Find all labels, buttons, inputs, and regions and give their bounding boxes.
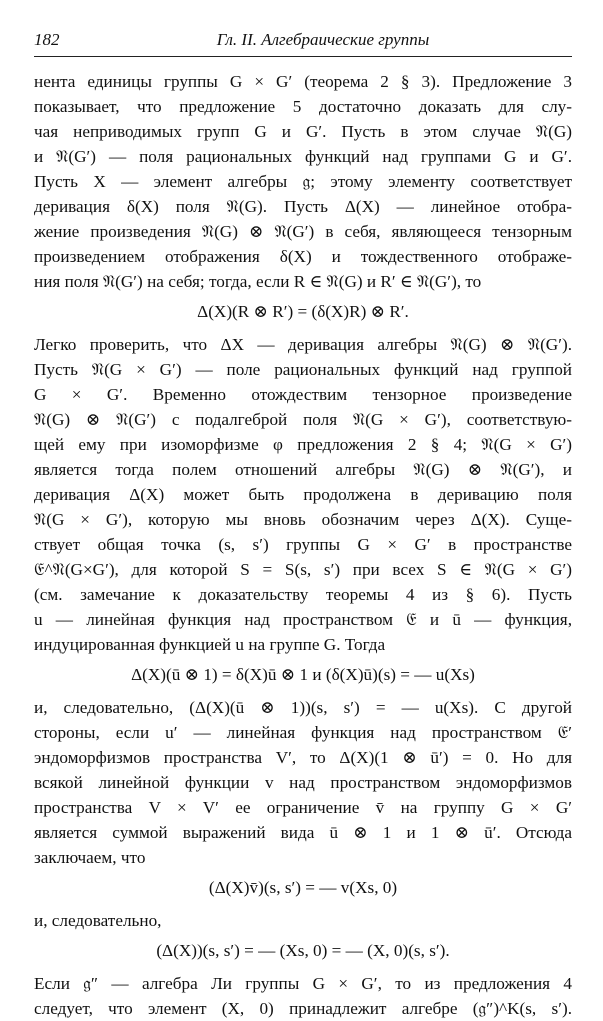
text-line: стороны, если u′ — линейная функция над пространством 𝔈′	[34, 723, 572, 742]
text-line: является тогда полем отношений алгебры 𝔑(G) ⊗ 𝔑(G′), и	[34, 460, 572, 479]
text-line: показывает, что предложение 5 достаточно доказать для слу-	[34, 97, 572, 116]
text-line: u — линейная функция над пространством 𝔈 и ū — функция,	[34, 610, 572, 629]
text-line: заключаем, что	[34, 848, 146, 867]
text-line: ния поля 𝔑(G′) на себя; тогда, если R ∈ 𝔑(G) и R′ ∈ 𝔑(G′), то	[34, 272, 482, 291]
text-line: Легко проверить, что ΔX — деривация алгебры 𝔑(G) ⊗ 𝔑(G′).	[34, 335, 572, 354]
text-line: щей ему при изоморфизме φ предложения 2 § 4; 𝔑(G × G′)	[34, 435, 572, 454]
text-line: Пусть X — элемент алгебры 𝔤; этому элементу соответствует	[34, 172, 572, 191]
text-line: G × G′. Временно отождествим тензорное произведение	[34, 385, 572, 404]
text-line: и, следовательно,	[34, 911, 162, 930]
text-line: нента единицы группы G × G′ (теорема 2 § 3). Предложение 3	[34, 72, 572, 91]
text-line: Пусть 𝔑(G × G′) — поле рациональных функций над группой	[34, 360, 572, 379]
text-line: ствует общая точка (s, s′) группы G × G′ в пространстве	[34, 535, 572, 554]
text-line: деривация Δ(X) может быть продолжена в деривацию поля	[34, 485, 572, 504]
text-line: и, следовательно, (Δ(X)(ū ⊗ 1))(s, s′) = — u(Xs). С другой	[34, 698, 572, 717]
text-line: жение произведения 𝔑(G) ⊗ 𝔑(G′) в себя, являющееся тензорным	[34, 222, 572, 241]
text-line: чая неприводимых групп G и G′. Пусть в этом случае 𝔑(G)	[34, 122, 572, 141]
text-line: деривация δ(X) поля 𝔑(G). Пусть Δ(X) — линейное отобра-	[34, 197, 572, 216]
display-formula: Δ(X)(ū ⊗ 1) = δ(X)ū ⊗ 1 и (δ(X)ū)(s) = — u(Xs)	[131, 665, 475, 684]
text-line: Если 𝔤″ — алгебра Ли группы G × G′, то из предложения 4	[34, 974, 572, 993]
display-formula: (Δ(X)v̄)(s, s′) = — v(Xs, 0)	[208, 878, 398, 897]
text-line: и 𝔑(G′) — поля рациональных функций над группами G и G′.	[34, 147, 572, 166]
text-line: является суммой выражений вида ū ⊗ 1 и 1 ⊗ ū′. Отсюда	[34, 823, 572, 842]
text-line: (см. замечание к доказательству теоремы 4 из § 6). Пусть	[34, 585, 572, 604]
text-line: пространства V × V′ ее ограничение v̄ на группу G × G′	[34, 798, 572, 817]
text-line: индуцированная функцией u на группе G. Тогда	[34, 635, 386, 654]
text-line: всякой линейной функции v над пространством эндоморфизмов	[34, 773, 572, 792]
display-formula: (Δ(X))(s, s′) = — (Xs, 0) = — (X, 0)(s, s′).	[156, 941, 450, 960]
text-line: следует, что элемент (X, 0) принадлежит алгебре (𝔤″)^K(s, s′).	[34, 999, 572, 1018]
page-header	[34, 28, 572, 57]
running-head: Гл. II. Алгебраические группы	[216, 30, 430, 49]
text-line: произведением отображения δ(X) и тождественного отображе-	[34, 247, 572, 266]
page-number: 182	[34, 30, 60, 49]
text-line: 𝔑(G) ⊗ 𝔑(G′) с подалгеброй поля 𝔑(G × G′), соответствую-	[34, 410, 572, 429]
text-line: 𝔑(G × G′), которую мы вновь обозначим через Δ(X). Суще-	[34, 510, 572, 529]
display-formula: Δ(X)(R ⊗ R′) = (δ(X)R) ⊗ R′.	[197, 302, 409, 321]
text-line: 𝔈^𝔑(G×G′), для которой S = S(s, s′) при всех S ∈ 𝔑(G × G′)	[34, 560, 572, 579]
text-line: эндоморфизмов пространства V′, то Δ(X)(1 ⊗ ū′) = 0. Но для	[34, 748, 572, 767]
